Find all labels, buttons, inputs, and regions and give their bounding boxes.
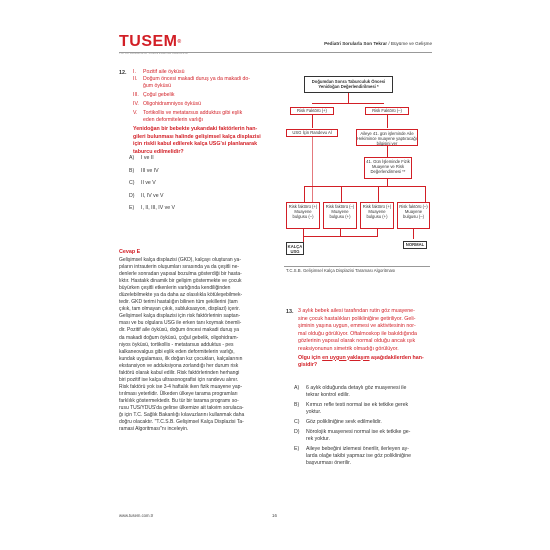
flow-connector — [312, 115, 313, 128]
explanation-line: biri pozitif ise kalça ultrasonografisi için randevu alınır. — [119, 376, 239, 383]
day41-exam-box: 41. Gün İşleminde Fizik Muayene ve Risk Değerlendirmesi ** — [364, 157, 412, 179]
q13-answer-d[interactable]: D) Nörolojik muayenesi normal ise ek tetkike ge- rek yoktur. — [294, 428, 411, 442]
footer-url[interactable]: www.tusem.com.tr — [119, 513, 154, 518]
explanation-line: rusu TUS/YDUS'da gelirse ülkemize ait takvim sorulaca- — [119, 404, 244, 411]
explanation-line: çıkık, tam olmayan çıkık, subluksasyon, displazi) içerir. — [119, 306, 240, 313]
flow-connector — [312, 137, 313, 202]
explanation-paragraph — [119, 257, 276, 433]
flow-title-box: Doğumdan Sonra Taburculuk Öncesi Yenidoğan Değerlendirilmesi * — [304, 76, 393, 93]
flow-connector — [303, 236, 378, 237]
explanation-line: kalkaneovalgus gibi eşlik eden deformitelerin varlığı, — [119, 348, 235, 355]
explanation-line: niyos öyküsü, tortikollis - metatarsus adduktus - pes — [119, 341, 234, 348]
explanation-line: büyürken çeşitli etkenlerin varlığında kendiliğinden — [119, 285, 231, 292]
logo-tagline: TIPTA UZMANLIK SINAVLARINA HAZIRLIK — [119, 51, 189, 55]
question-13-answers — [294, 385, 432, 467]
risk-minus-exam-plus-box: Risk faktörü (–) Muayene bulgusu (+) — [323, 202, 357, 229]
flow-connector — [387, 179, 388, 186]
risk-minus-box: Risk Faktörü (–) — [365, 107, 409, 115]
answer-b[interactable]: B) III ve IV — [129, 167, 159, 174]
item-iii: III. Çoğul gebelik — [133, 92, 175, 99]
explanation-line: doğru olacaktır. "T.C.S.B. Gelişimsel Kalça Displazisi Ta- — [119, 419, 244, 426]
risk-plus-box: Risk Faktörü (+) — [290, 107, 334, 115]
explanation-line: pıların intrauterin oluşumları sırasında ya da çeşitli ne- — [119, 264, 240, 271]
question-12-number: 12. — [119, 70, 127, 76]
answer-key: Cevap E — [119, 249, 141, 255]
q13-answer-c[interactable]: C) Göz polikliniğine sevk edilmelidir. — [294, 419, 382, 425]
item-v-cont: eden deformitelerin varlığı — [143, 116, 203, 123]
tusem-logo: TUSEM® — [119, 33, 182, 50]
explanation-line: ması ve bu olgulara USG ile erken tanı koymak önemli- — [119, 320, 242, 327]
flow-connector — [413, 229, 414, 239]
explanation-line: da makadi doğum öyküsü, çoğul gebelik, oligohidram- — [119, 334, 239, 341]
q13-answer-a[interactable]: A) 6 aylık olduğunda detaylı göz muayenesi ile tekrar kontrol edilir. — [294, 385, 407, 399]
explanation-line: düzelebilmekte ya da daha az olasılıkla kötüleşebilmek- — [119, 292, 243, 299]
flow-connector — [348, 93, 349, 103]
normal-box: NORMAL — [403, 241, 427, 249]
explanation-line: farklılık göstermektedir. Bu tür bir tarama programı so- — [119, 397, 239, 404]
flow-connector — [312, 103, 384, 104]
answer-e[interactable]: E) I, II, III, IV ve V — [129, 205, 176, 212]
explanation-line: tırılması yeterlidir. Ülkeden ülkeye tarama programları — [119, 390, 238, 397]
flow-connector — [304, 186, 305, 202]
explanation-line: Gelişimsel kalça displazisi (GKD), kalçayı oluşturan ya- — [119, 257, 241, 263]
hip-usg-box: KALÇA USG — [287, 244, 303, 255]
explanation-line: Risk faktörü yok ise 3-4 haftalık iken fizik muayene yap- — [119, 383, 243, 390]
page-number: 16 — [272, 513, 277, 518]
item-v: V. Tortikollis ve metatarsus adduktus gibi eşlik — [133, 109, 243, 116]
flow-connector — [387, 115, 388, 128]
item-i: I. Pozitif aile öyküsü — [133, 69, 185, 75]
followup-box: Aileye 41. gün işleminde Aile Hekimince muayene yaptıracağı bilgisini ver — [357, 130, 417, 146]
flow-connector — [340, 229, 341, 236]
flow-connector — [378, 186, 379, 202]
q13-answer-e[interactable]: E) Aileye bebeğini izlemesi önerilir, ilerleyen ay- larda olağe takibi yapmaz ise göz polikliniğine başvurması önerilir. — [294, 445, 411, 467]
usg-appointment-box: USG İçin Randevu Al — [286, 129, 338, 137]
flow-connector — [387, 146, 388, 157]
risk-plus-exam-plus-box: Risk faktörü (+) Muayene bulgusu (+) — [360, 202, 394, 229]
explanation-line: denlerle sonradan yapısal bozulma gösterdiği bir hasta- — [119, 271, 242, 278]
explanation-line: tedir. GKD terimi hastalığın bilinen tüm şekillerini (tam — [119, 299, 238, 306]
risk-plus-exam-minus-box: Risk faktörü (+) Muayene bulgusu (–) — [286, 202, 320, 229]
flow-connector — [341, 186, 342, 202]
explanation-line: Gelişimsel kalça displazisi için risk faktörlerinin saptan- — [119, 313, 241, 320]
question-13-stem: Olgu için en uygun yaklaşım aşağıdakilerden han- — [298, 354, 424, 361]
explanation-line: ramasi Algoritması"nı inceleyin. — [119, 426, 189, 433]
question-12-stem: Yenidoğan bir bebekte yukarıdaki faktörlerin han- gileri bulunması halinde gelişimsel kalça displazisi için riskli kabul edilerek kalça USG'si planlanarak taburcu edilmelidir? — [133, 126, 261, 155]
flowchart-caption: T.C.S.B. Gelişimsel Kalça Displazisi Taraması Algoritması — [286, 268, 396, 273]
answer-a[interactable]: A) I ve II — [129, 155, 154, 161]
flow-connector — [425, 186, 426, 202]
explanation-line: dir. Pozitif aile öyküsü, doğum öncesi makadi duruş ya — [119, 327, 240, 334]
running-header: Pediatri Sorularla Son Tekrar / Büyüme ve Gelişme — [324, 41, 432, 46]
risk-minus-exam-minus-box: Risk faktörü (–) Muayene bulgusu (–) — [397, 202, 430, 229]
question-13-number: 13. — [286, 309, 294, 315]
item-ii: II. Doğum öncesi makadi duruş ya da makadi do- — [133, 76, 250, 83]
explanation-line: lıktır. Hastalık dinamik bir gelişim göstermekte ve çocuk — [119, 278, 242, 285]
question-12-answers — [129, 155, 269, 212]
header-rule — [119, 52, 432, 53]
flowchart — [284, 68, 430, 276]
answer-c[interactable]: C) II ve V — [129, 180, 156, 187]
explanation-line: kundak uygulaması, ilk doğan kız çocukları, kalçalarının — [119, 355, 243, 362]
flow-connector — [377, 229, 378, 236]
flow-connector — [304, 186, 425, 187]
item-iv: IV. Oligohidramniyos öyküsü — [133, 100, 201, 107]
item-ii-cont: ğum öyküsü — [143, 83, 171, 90]
question-13-text: 3 aylık bebek ailesi tarafından rutin göz muayene- sine çocuk hastalıkları polikliniğine getiriliyor. Geli- şiminin yaşına uygun, emmesi ve aktivitesinin nor- mal olduğu görülüyor. Oftalmoskop ile bakıldığında gözlerinin yapısal olarak normal olduğu ancak ışık reaksiyonunun simetrik olmadığı görülüyor. Olgu için en uygun yaklaşım aşağıdakilerden han- gisidir? — [298, 308, 434, 370]
explanation-line: ğı için T.C. Sağlık Bakanlığı kılavuzlarını kullanmak daha — [119, 412, 245, 419]
explanation-line: faktörü olarak kabul edilir. Risk faktörlerinden herhangi — [119, 369, 240, 376]
explanation-line: ekstansiyon ve adduksiyona zorlandığı her durum risk — [119, 362, 239, 369]
question-12-items — [133, 69, 278, 124]
answer-d[interactable]: D) II, IV ve V — [129, 192, 164, 199]
q13-answer-b[interactable]: B) Kırmızı refle testi normal ise ek tetkike gerek yoktur. — [294, 402, 409, 416]
